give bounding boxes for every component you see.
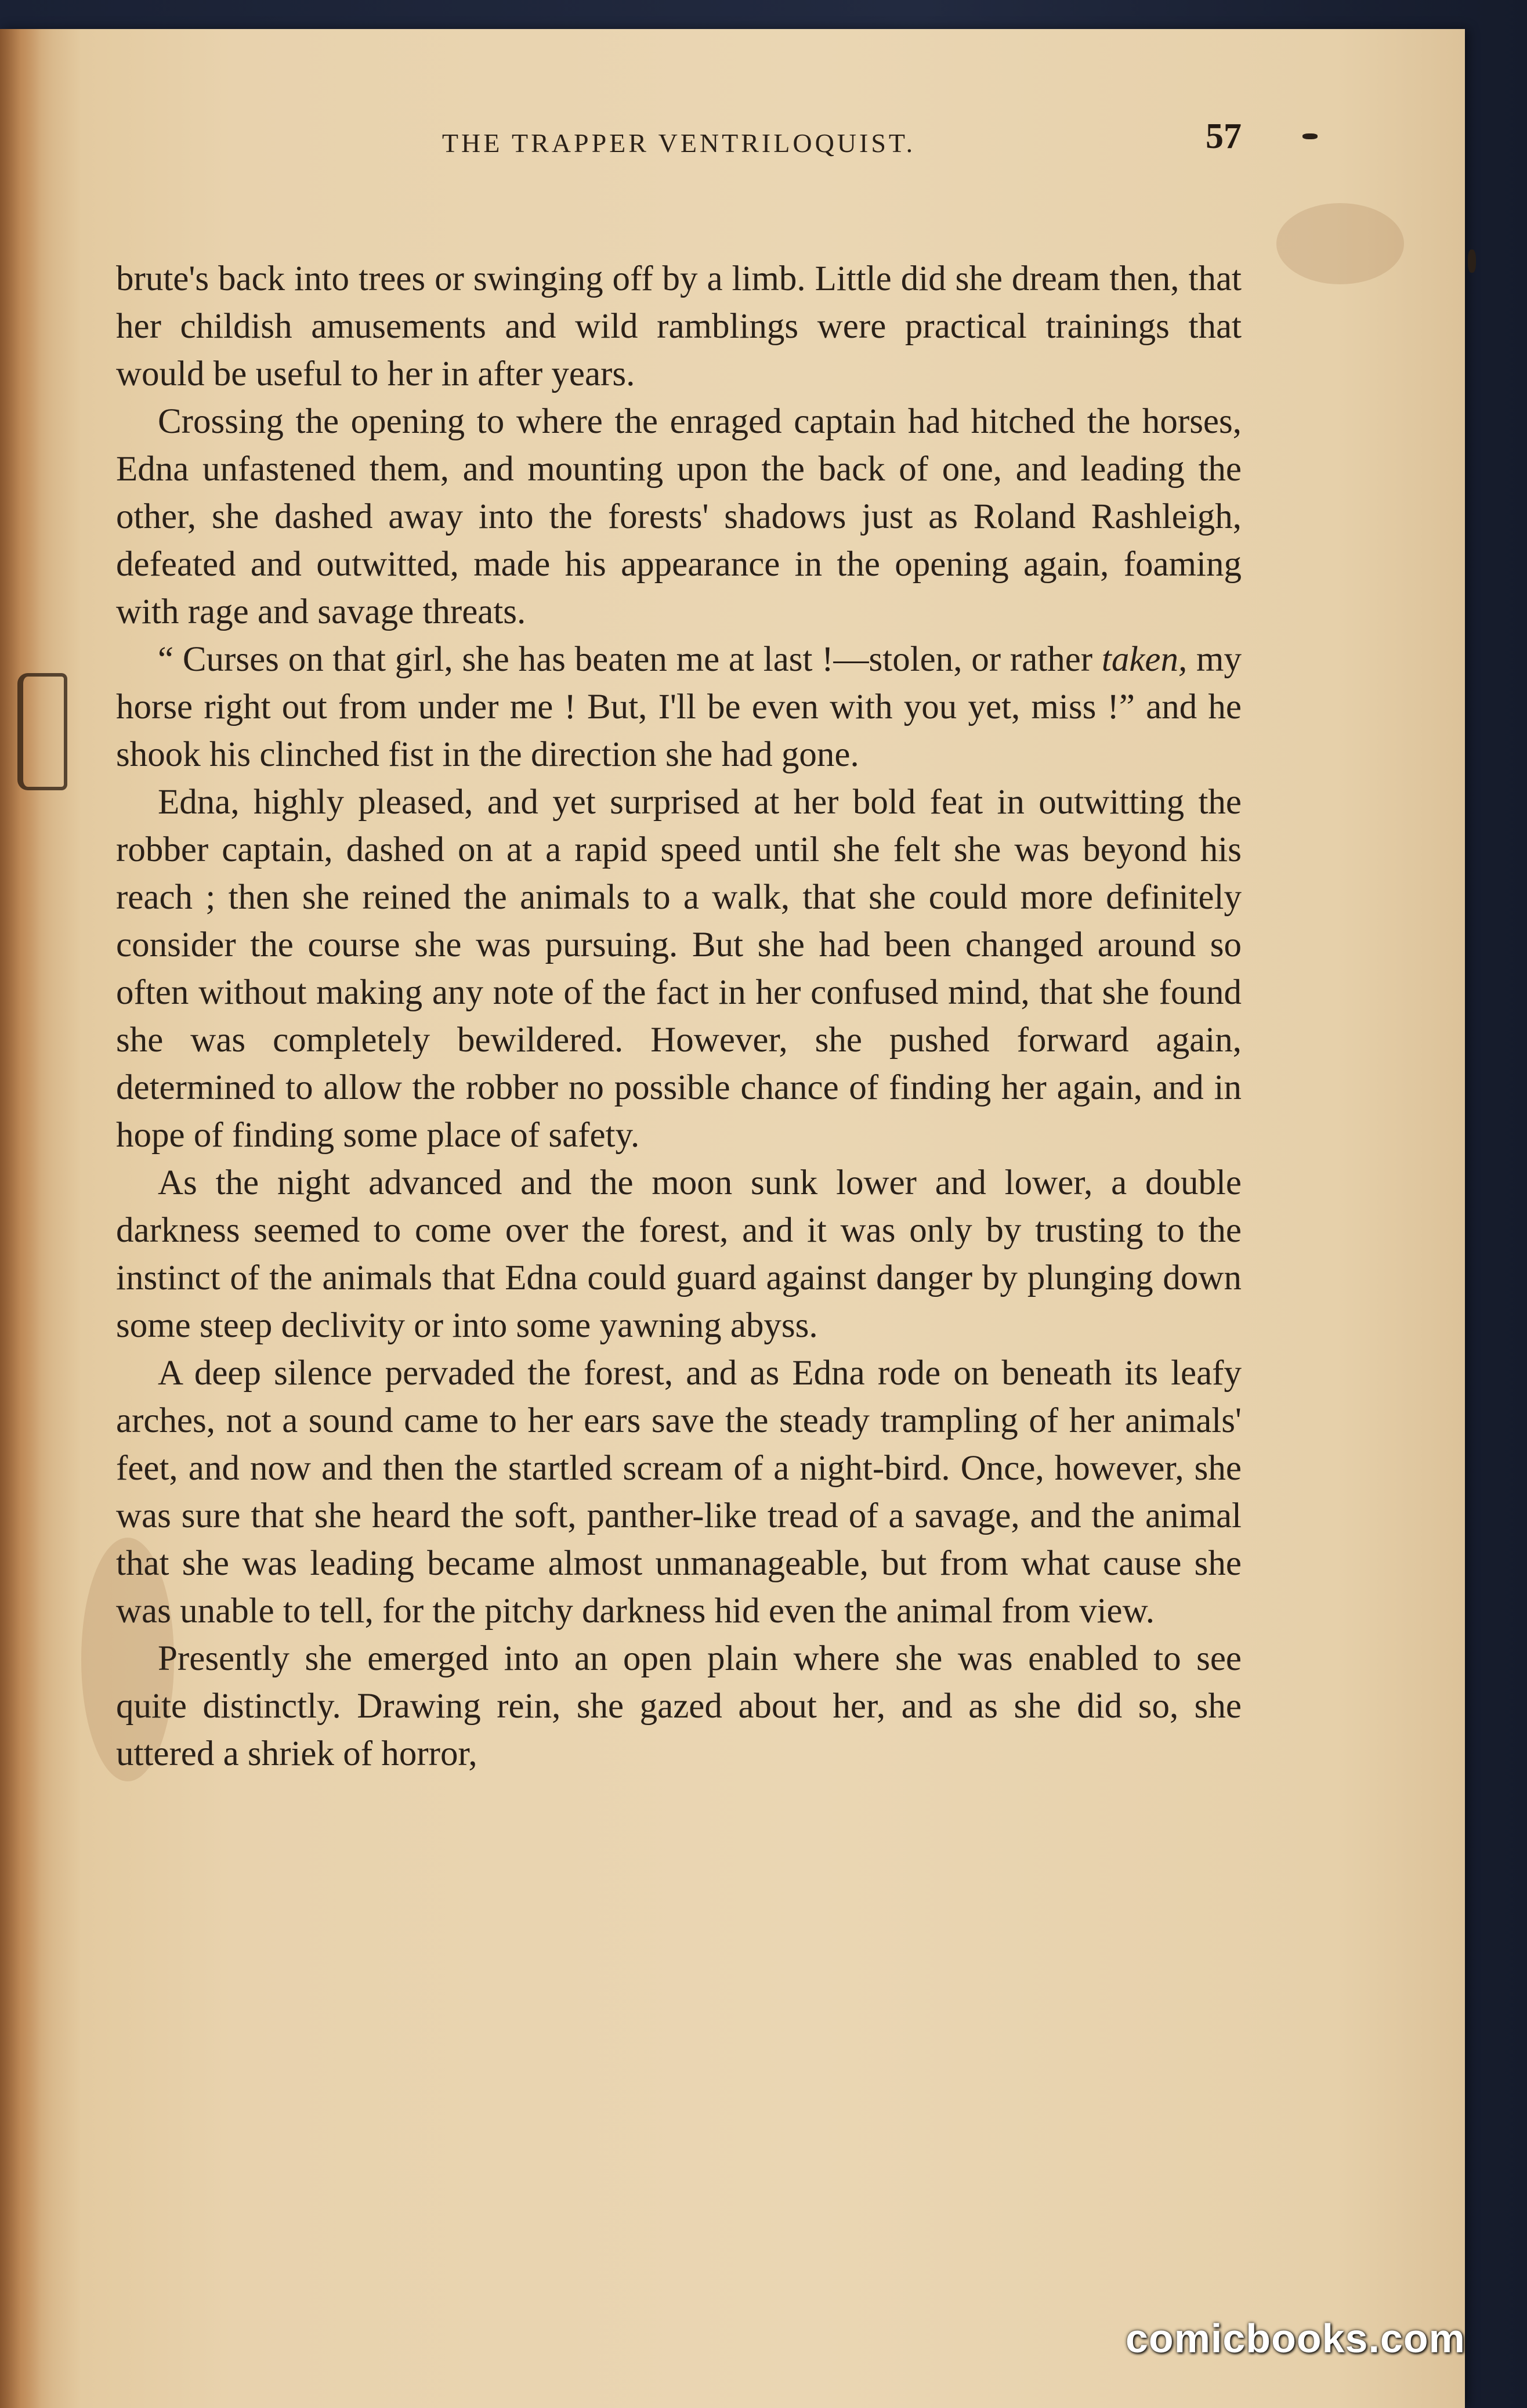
ink-speck (1302, 133, 1318, 139)
paragraph-2: Crossing the opening to where the enraged captain had hitched the horses, Edna unfastened them, and mounting upon the back of one, and leading the other, she dashed away into the forests' shadows just as Roland Rashleigh, defeated and outwitted, made his appearance in the opening again, foaming with rage and savage threats. (116, 402, 1242, 631)
running-title: THE TRAPPER VENTRILOQUIST. (442, 128, 916, 158)
paragraph-3-lead: “ Curses on that girl, she has beaten me at last !—stolen, or rather (158, 640, 1102, 679)
site-watermark: comicbooks.com (1126, 2316, 1466, 2361)
paragraph-3 (116, 636, 1242, 779)
paragraph-3-tail: my horse right out from under me ! But, I'll be even with you yet, miss !” and he shook his clinched fist in the direction she had gone. (116, 640, 1242, 774)
ink-speck (1468, 250, 1476, 273)
page-number: 57 (1206, 117, 1242, 156)
running-head (116, 104, 1242, 168)
paragraph-7: Presently she emerged into an open plain where she was enabled to see quite distinctly. Drawing rein, she gazed about her, and as she did so, she uttered a shriek of horror, (116, 1639, 1242, 1773)
paragraph-5: As the night advanced and the moon sunk lower and lower, a double darkness seemed to come over the forest, and it was only by trusting to the instinct of the animals that Edna could guard against danger by plunging down some steep declivity or into some yawning abyss. (116, 1163, 1242, 1345)
binding-clip-mark (17, 673, 67, 790)
italic-emphasis: taken, (1101, 640, 1188, 679)
page-gutter-stain (0, 29, 41, 2408)
paragraph-6: A deep silence pervaded the forest, and as Edna rode on beneath its leafy arches, not a sound came to her ears save the steady trampling of her animals' feet, and now and then the startled scream of a night-bird. Once, however, she was sure that she heard the soft, panther-like tread of a savage, and the animal that she was leading became almost unmanageable, but from what cause she was unable to tell, for the pitchy darkness hid even the animal from view. (116, 1354, 1242, 1630)
paragraph-4: Edna, highly pleased, and yet surprised at her bold feat in outwitting the robber captain, dashed on at a rapid speed until she felt she was beyond his reach ; then she reined the animals to a walk, that she could more definitely consider the course she was pursuing. But she had been changed around so often without making any note of the fact in her confused mind, that she found she was completely bewildered. However, she pushed forward again, determined to allow the robber no possible chance of finding her again, and in hope of finding some place of safety. (116, 783, 1242, 1155)
body-text (116, 255, 1242, 1778)
paragraph-1: brute's back into trees or swinging off by a limb. Little did she dream then, that her childish amusements and wild ramblings were practical trainings that would be useful to her in after years. (116, 259, 1242, 393)
paper-stain (1276, 203, 1404, 284)
